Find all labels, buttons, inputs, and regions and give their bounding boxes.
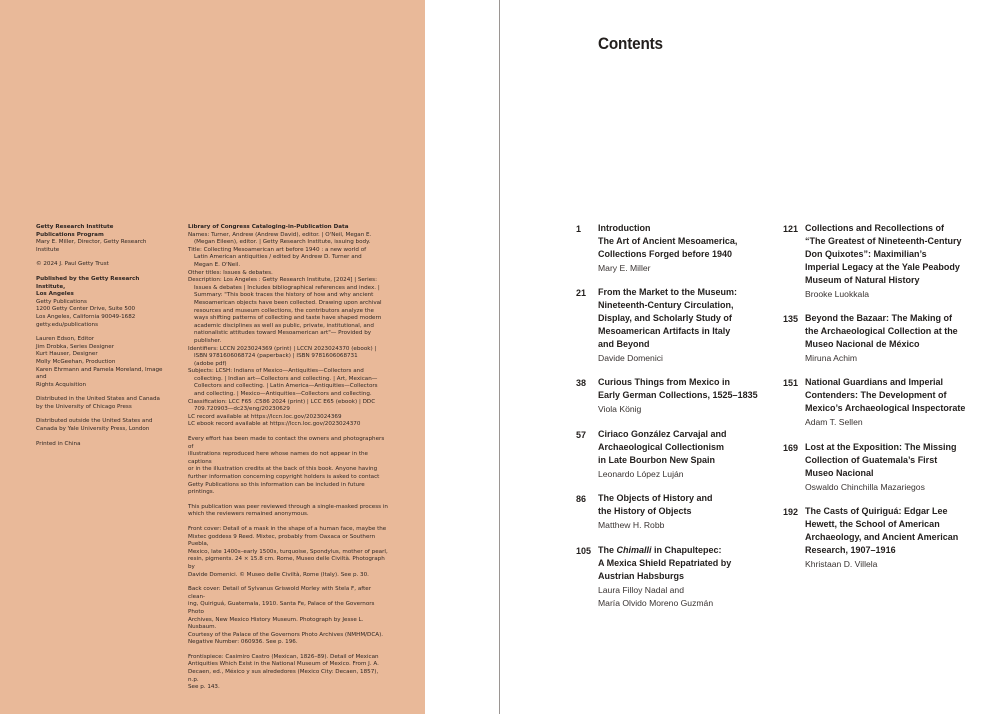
imprint-line: illustrations reproduced here whose names do not appear in the captions <box>188 451 368 465</box>
imprint-line: Jim Drobka, Series Designer <box>36 343 115 350</box>
toc-page-number: 86 <box>576 494 587 504</box>
imprint-line: Summary: "This book traces the history of how and why ancient <box>194 292 374 299</box>
toc-author-line: Brooke Luokkala <box>805 289 870 299</box>
imprint-paragraph <box>36 276 166 329</box>
imprint-line: collecting. | Indian art—Collectors and collecting. | Art, Mexican— <box>194 375 378 382</box>
toc-page-number: 192 <box>783 507 799 517</box>
toc-title-line: Collection of Guatemala’s First <box>805 455 938 465</box>
imprint-paragraph <box>188 586 388 647</box>
toc-chapter-title <box>805 222 975 287</box>
imprint-line: Library of Congress Cataloging-in-Publication Data <box>188 224 349 230</box>
toc-title-line: Mesoamerican Artifacts in Italy <box>598 326 731 336</box>
toc-title-line: Nineteenth-Century Circulation, <box>598 300 734 310</box>
toc-page-number: 105 <box>576 546 592 556</box>
imprint-line: Mixtec goddess 9 Reed. Mixtec, probably from Oaxaca or Southern Puebla, <box>188 533 376 548</box>
imprint-line: Subjects: LCSH: Indians of Mexico—Antiquities—Collectors and <box>188 368 364 375</box>
imprint-paragraph <box>36 396 166 411</box>
imprint-line: (adobe pdf) <box>194 360 227 367</box>
toc-author-line: Miruna Achim <box>805 353 858 363</box>
toc-page-number: 151 <box>783 378 799 388</box>
imprint-line: Distributed outside the United States and <box>36 418 153 425</box>
imprint-line: 709.720903—dc23/eng/20230629 <box>194 406 290 413</box>
toc-title-line: Beyond the Bazaar: The Making of <box>805 313 953 323</box>
contents-heading: Contents <box>598 34 663 53</box>
toc-author-line: Leonardo López Luján <box>598 469 684 479</box>
toc-page-number: 38 <box>576 378 587 388</box>
imprint-line: Front cover: Detail of a mask in the shape of a human face, maybe the <box>188 525 387 532</box>
imprint-line: publisher. <box>194 337 222 344</box>
imprint-line: Frontispiece: Casimiro Castro (Mexican, 1826–89). Detail of Mexican <box>188 653 379 660</box>
imprint-line: further information concerning copyright holders is asked to contact <box>188 474 380 480</box>
imprint-line: Other titles: Issues & debates. <box>188 269 273 276</box>
imprint-line: (Megan Eileen), editor. | Getty Research Institute, issuing body. <box>194 239 371 246</box>
toc-title-line: Introduction <box>598 223 651 233</box>
imprint-line: See p. 143. <box>188 684 220 691</box>
toc-page-number: 169 <box>783 443 799 453</box>
toc-author <box>598 519 664 532</box>
toc-title-line: Research, 1907–1916 <box>805 545 896 555</box>
imprint-line: nationalistic attitudes toward Mesoamerican art"— Provided by <box>194 330 372 337</box>
toc-author-line: Oswaldo Chinchilla Mazariegos <box>805 482 925 492</box>
imprint-line: academic disciplines as well as public, private, institutional, and <box>194 322 374 329</box>
toc-title-line: in Late Bourbon New Spain <box>598 455 716 465</box>
toc-title-line: Collections Forged before 1940 <box>598 249 733 259</box>
imprint-line: Archives, New Mexico History Museum. Photograph by Jesse L. Nusbaum. <box>188 616 364 631</box>
imprint-line: resources and museum collections, the contributors analyze the <box>194 307 374 314</box>
contents-page <box>500 0 1000 714</box>
imprint-line: 1200 Getty Center Drive, Suite 500 <box>36 306 136 313</box>
imprint-line: Collectors and collecting. | Latin America—Antiquities—Collectors <box>194 383 378 390</box>
toc-author-line: Viola König <box>598 404 642 414</box>
imprint-paragraph <box>188 504 388 519</box>
toc-title-line: A Mexica Shield Repatriated by <box>598 558 732 568</box>
toc-author <box>805 288 869 301</box>
toc-author-line: Adam T. Sellen <box>805 417 863 427</box>
toc-author <box>805 416 863 429</box>
imprint-line: Getty Publications so this information can be included in future printings. <box>188 481 365 496</box>
toc-chapter-title <box>598 376 768 402</box>
toc-title-line: Museo Nacional de México <box>805 339 920 349</box>
imprint-line: LC ebook record available at https://lccn.loc.gov/2023024370 <box>188 421 361 428</box>
imprint-line: Kurt Hauser, Designer <box>36 351 98 358</box>
toc-title-line: The Objects of History and <box>598 493 713 503</box>
toc-title-line: Display, and Scholarly Study of <box>598 313 732 323</box>
imprint-line: Getty Research Institute <box>36 224 114 230</box>
imprint-column-left <box>36 224 166 455</box>
imprint-line: Courtesy of the Palace of the Governors Photo Archives (NMHM/DCA). <box>188 631 384 638</box>
toc-page-number: 57 <box>576 430 587 440</box>
toc-author <box>805 481 925 494</box>
toc-title-line: the Archaeological Collection at the <box>805 326 958 336</box>
toc-author <box>805 558 877 571</box>
imprint-line: Printed in China <box>36 440 81 447</box>
toc-title-line: Archaeology, and Ancient American <box>805 532 959 542</box>
imprint-paragraph <box>188 436 388 497</box>
toc-author <box>805 352 857 365</box>
imprint-line: Distributed in the United States and Canada <box>36 396 160 403</box>
toc-title-line: “The Greatest of Nineteenth-Century <box>805 236 962 246</box>
toc-page-number: 135 <box>783 314 799 324</box>
imprint-line: Davide Domenici. © Museo delle Civiltà, Rome (Italy). See p. 30. <box>188 571 369 578</box>
imprint-line: resin, pigments. 24 × 15.8 cm. Rome, Museo delle Civiltà. Photograph by <box>188 556 385 570</box>
toc-author <box>598 262 651 275</box>
toc-title-line: Curious Things from Mexico in <box>598 377 731 387</box>
toc-chapter-title <box>598 492 768 518</box>
imprint-line: Mesoamerican objects have been collected. Drawing upon archival <box>194 299 382 306</box>
imprint-line: ways shifting patterns of collecting and taste have shaped modern <box>194 315 382 322</box>
toc-title-line: Imperial Legacy at the Yale Peabody <box>805 262 960 272</box>
imprint-paragraph <box>188 654 388 692</box>
toc-author <box>598 403 641 416</box>
imprint-line: Classification: LCC F65 .C586 2024 (print) | LCC E65 (ebook) | DDC <box>188 398 376 405</box>
toc-author <box>598 352 663 365</box>
toc-author-line: María Olvido Moreno Guzmán <box>598 598 714 608</box>
toc-author-line: Mary E. Miller <box>598 263 651 273</box>
toc-page-number: 121 <box>783 224 799 234</box>
toc-title-line: and Beyond <box>598 339 650 349</box>
imprint-paragraph <box>36 224 166 254</box>
copyright-page <box>0 0 425 714</box>
imprint-line: Every effort has been made to contact the owners and photographers of <box>188 436 385 450</box>
imprint-line: which the reviewers remained anonymous. <box>188 511 309 518</box>
toc-chapter-title <box>805 312 975 351</box>
imprint-line: Antiquities Which Exist in the National Museum of Mexico. From J. A. <box>188 661 379 668</box>
imprint-line: ISBN 9781606068724 (paperback) | ISBN 9781606068731 <box>194 353 358 360</box>
imprint-line: Identifiers: LCCN 2023024369 (print) | LCCN 2023024370 (ebook) | <box>188 345 377 352</box>
toc-page-number: 21 <box>576 288 587 298</box>
toc-author <box>598 584 713 610</box>
toc-title-line: Austrian Habsburgs <box>598 571 685 581</box>
toc-title-line: Lost at the Exposition: The Missing <box>805 442 957 452</box>
toc-chapter-title <box>805 376 975 415</box>
imprint-paragraph <box>36 418 166 433</box>
imprint-paragraph <box>36 336 166 389</box>
toc-author-line: Laura Filloy Nadal and <box>598 585 684 595</box>
imprint-line: Molly McGeehan, Production <box>36 358 116 365</box>
imprint-line: Rights Acquisition <box>36 381 87 388</box>
imprint-line: This publication was peer reviewed through a single-masked process in <box>188 503 388 510</box>
toc-title-line: Museum of Natural History <box>805 275 920 285</box>
imprint-line: Los Angeles, California 90049-1682 <box>36 313 136 320</box>
toc-title-line: Hewett, the School of American <box>805 519 940 529</box>
toc-title-line: Early German Collections, 1525–1835 <box>598 390 758 400</box>
toc-title-line: The Art of Ancient Mesoamerica, <box>598 236 738 246</box>
imprint-line: Published by the Getty Research Institute, <box>36 275 140 290</box>
imprint-paragraph <box>36 261 166 269</box>
imprint-line: getty.edu/publications <box>36 321 98 328</box>
toc-title-line: Mexico’s Archaeological Inspectorate <box>805 403 966 413</box>
toc-author-line: Davide Domenici <box>598 353 663 363</box>
imprint-line: Decaen, ed., México y sus alrededores (Mexico City: Decaen, 1857), n.p. <box>188 669 379 683</box>
imprint-line: Canada by Yale University Press, London <box>36 426 150 433</box>
imprint-line: Publications Program <box>36 231 104 238</box>
imprint-line: or in the illustration credits at the back of this book. Anyone having <box>188 466 378 473</box>
imprint-line: Description: Los Angeles : Getty Research Institute, [2024] | Series: <box>188 277 377 284</box>
imprint-line: Mary E. Miller, Director, Getty Research Institute <box>36 239 147 253</box>
toc-title-line: The Chimalli in Chapultepec: <box>598 545 722 555</box>
toc-title-line: the History of Objects <box>598 506 692 516</box>
imprint-paragraph <box>188 224 388 429</box>
imprint-line: ing, Quiriguá, Guatemala, 1910. Santa Fe, Palace of the Governors Photo <box>188 601 375 615</box>
imprint-line: by the University of Chicago Press <box>36 403 132 410</box>
imprint-line: Negative Number: 060936. See p. 196. <box>188 639 298 646</box>
toc-chapter-title <box>598 222 768 261</box>
imprint-line: Latin American antiquities / edited by Andrew D. Turner and <box>194 254 362 261</box>
toc-title-line: Contenders: The Development of <box>805 390 947 400</box>
toc-title-line: The Casts of Quiriguá: Edgar Lee <box>805 506 948 516</box>
toc-author-line: Khristaan D. Villela <box>805 559 878 569</box>
imprint-line: Back cover: Detail of Sylvanus Griswold Morley with Stela F, after clean- <box>188 586 372 600</box>
toc-title-line: Don Quixotes”: Maximilian’s <box>805 249 927 259</box>
imprint-line: Getty Publications <box>36 298 87 305</box>
toc-page-number: 1 <box>576 224 582 234</box>
toc-chapter-title <box>598 286 768 351</box>
imprint-line: Title: Collecting Mesoamerican art before 1940 : a new world of <box>188 246 367 253</box>
toc-chapter-title <box>805 505 975 557</box>
imprint-column-right <box>188 224 388 699</box>
imprint-line: © 2024 J. Paul Getty Trust <box>36 261 109 268</box>
imprint-line: and collecting. | Mexico—Antiquities—Collectors and collecting. <box>194 391 372 398</box>
toc-title-line: Ciriaco González Carvajal and <box>598 429 727 439</box>
toc-author-line: Matthew H. Robb <box>598 520 665 530</box>
imprint-line: LC record available at https://lccn.loc.gov/2023024369 <box>188 413 342 420</box>
toc-chapter-title <box>598 544 768 583</box>
toc-title-line: From the Market to the Museum: <box>598 287 738 297</box>
toc-italic-term: Chimalli <box>616 545 652 555</box>
toc-title-line: Archaeological Collectionism <box>598 442 725 452</box>
toc-title-line: Museo Nacional <box>805 468 874 478</box>
toc-chapter-title <box>598 428 768 467</box>
toc-author <box>598 468 684 481</box>
toc-chapter-title <box>805 441 975 480</box>
toc-title-line: National Guardians and Imperial <box>805 377 944 387</box>
page-gutter <box>425 0 500 714</box>
imprint-line: Karen Ehrmann and Pamela Moreland, Image and <box>36 366 163 381</box>
imprint-line: Lauren Edson, Editor <box>36 336 95 343</box>
toc-title-line: Collections and Recollections of <box>805 223 945 233</box>
imprint-line: Names: Turner, Andrew (Andrew David), editor. | O'Neil, Megan E. <box>188 231 372 238</box>
imprint-line: Mexico, late 1400s–early 1500s, turquoise, Spondylus, mother of pearl, <box>188 548 388 555</box>
imprint-paragraph <box>36 441 166 449</box>
imprint-line: Los Angeles <box>36 291 74 298</box>
imprint-paragraph <box>188 526 388 579</box>
imprint-line: Megan E. O'Neil. <box>194 261 241 268</box>
imprint-line: Issues & debates | Includes bibliographical references and index. | <box>194 284 380 291</box>
